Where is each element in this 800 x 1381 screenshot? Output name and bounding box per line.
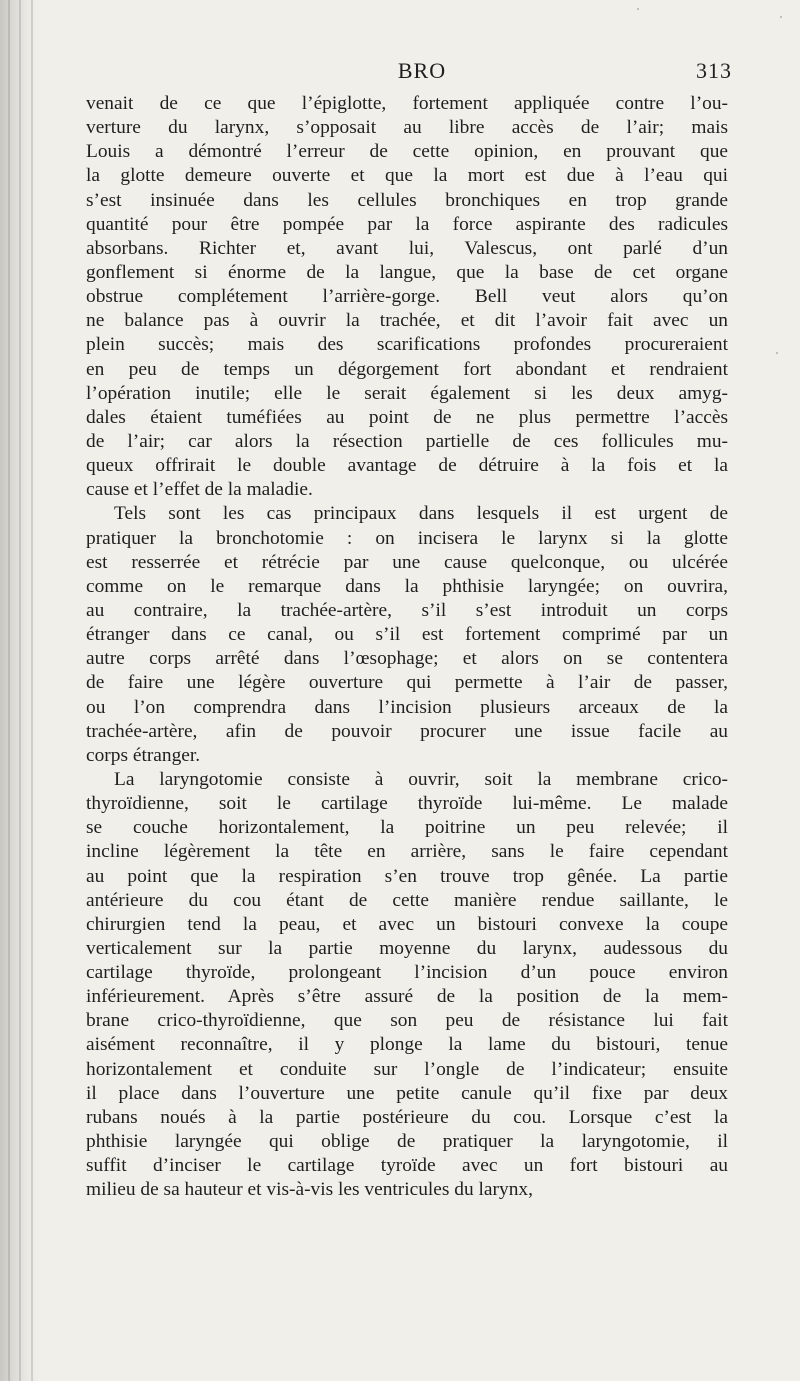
text-line: venait de ce que l’épiglotte, fortement appliquée contre l’ou- [86,93,728,114]
text-line: phthisie laryngée qui oblige de pratiquer la laryngotomie, il [86,1131,728,1153]
text-line: La laryngotomie consiste à ouvrir, soit la membrane crico- [114,768,728,790]
text-line: de faire une légère ouverture qui permette à l’air de passer, [86,672,728,694]
text-line: milieu de sa hauteur et vis-à-vis les ventricules du larynx, [86,1179,533,1201]
text-line: de l’air; car alors la résection partielle de ces follicules mu- [86,430,728,452]
text-line: chirurgien tend la peau, et avec un bistouri convexe la coupe [86,913,728,935]
text-line: la glotte demeure ouverte et que la mort est due à l’eau qui [86,165,728,187]
text-line: antérieure du cou étant de cette manière rendue saillante, le [86,889,728,911]
text-line: brane crico-thyroïdienne, que son peu de résistance lui fait [86,1010,728,1032]
page-number: 313 [696,58,732,83]
text-line: verture du larynx, s’opposait au libre accès de l’air; mais [86,117,728,139]
text-line: aisément reconnaître, il y plonge la lame du bistouri, tenue [86,1034,728,1056]
running-head: BRO [397,58,447,83]
paragraph [86,768,728,1203]
gutter-shadow-line [8,0,10,1381]
text-line: ou l’on comprendra dans l’incision plusieurs arceaux de la [86,696,728,718]
text-line: horizontalement et conduite sur l’ongle de l’indicateur; ensuite [86,1058,728,1080]
text-line: ne balance pas à ouvrir la trachée, et dit l’avoir fait avec un [86,310,728,332]
text-line: au contraire, la trachée-artère, s’il s’est introduit un corps [86,599,728,621]
text-line: comme on le remarque dans la phthisie laryngée; on ouvrira, [86,575,728,597]
text-line: suffit d’inciser le cartilage tyroïde avec un fort bistouri au [86,1155,728,1177]
text-line: pratiquer la bronchotomie : on incisera le larynx si la glotte [86,527,728,549]
paper-speck [637,8,639,10]
text-line: dales étaient tuméfiées au point de ne plus permettre l’accès [86,406,728,428]
text-line: incline légèrement la tête en arrière, sans le faire cependant [86,841,728,863]
text-line: Tels sont les cas principaux dans lesquels il est urgent de [114,503,728,525]
page-header [86,58,732,92]
paper-speck [776,352,778,354]
text-line: inférieurement. Après s’être assuré de la position de la mem- [86,986,728,1008]
paragraph [86,502,728,768]
text-line: queux offrirait le double avantage de détruire à la fois et la [86,455,728,477]
text-line: au point que la respiration s’en trouve trop gênée. La partie [86,865,728,887]
text-line: Louis a démontré l’erreur de cette opinion, en prouvant que [86,141,728,163]
gutter-shadow-line [31,0,33,1381]
text-line: il place dans l’ouverture une petite canule qu’il fixe par deux [86,1082,728,1104]
text-line: plein succès; mais des scarifications profondes procureraient [86,334,728,356]
paragraph [86,92,728,502]
gutter-shadow-line [19,0,21,1381]
text-line: quantité pour être pompée par la force aspirante des radicules [86,213,728,235]
text-line: rubans noués à la partie postérieure du cou. Lorsque c’est la [86,1106,728,1128]
text-line: cause et l’effet de la maladie. [86,479,313,501]
text-line: s’est insinuée dans les cellules bronchiques en trop grande [86,189,728,211]
text-line: absorbans. Richter et, avant lui, Valescus, ont parlé d’un [86,237,728,259]
text-line: l’opération inutile; elle le serait également si les deux amyg- [86,382,728,404]
text-line: corps étranger. [86,744,201,766]
text-line: se couche horizontalement, la poitrine un peu relevée; il [86,817,728,839]
text-line: obstrue complétement l’arrière-gorge. Bell veut alors qu’on [86,286,728,308]
text-line: trachée-artère, afin de pouvoir procurer une issue facile au [86,720,728,742]
text-line: autre corps arrêté dans l’œsophage; et alors on se contentera [86,648,728,670]
text-line: gonflement si énorme de la langue, que la base de cet organe [86,261,728,283]
text-line: en peu de temps un dégorgement fort abondant et rendraient [86,358,728,380]
text-line: verticalement sur la partie moyenne du larynx, audessous du [86,937,728,959]
text-line: thyroïdienne, soit le cartilage thyroïde lui-même. Le malade [86,793,728,815]
text-line: est resserrée et rétrécie par une cause quelconque, ou ulcérée [86,551,728,573]
text-line: cartilage thyroïde, prolongeant l’incision d’un pouce environ [86,962,728,984]
body-text [86,92,728,1202]
text-line: étranger dans ce canal, ou s’il est fortement comprimé par un [86,624,728,646]
paper-speck [780,16,782,18]
